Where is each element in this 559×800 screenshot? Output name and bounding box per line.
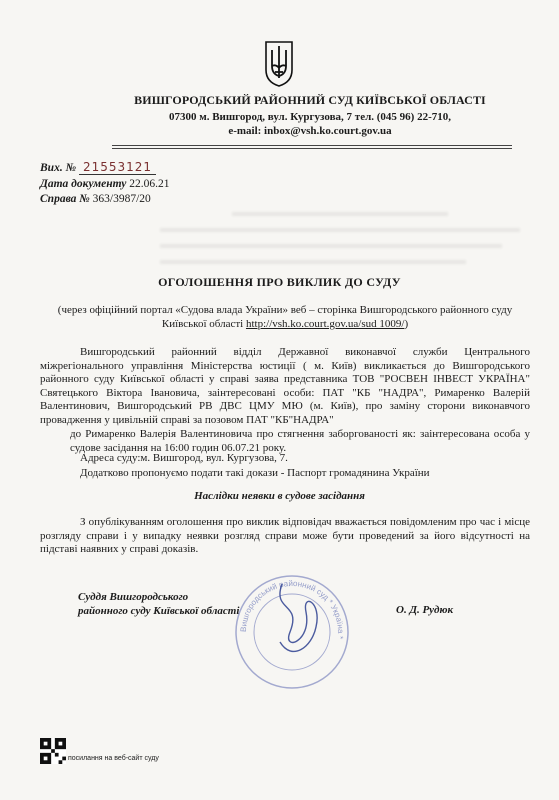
outgoing-number [40, 160, 156, 174]
evidence-line: Додатково пропонуємо подати такі докази - Паспорт громадянина України [80, 467, 430, 479]
section-title: Наслідки неявки в судове засідання [194, 490, 365, 502]
case-number-label: Справа № [40, 193, 90, 205]
court-email: e-mail: inbox@vsh.ko.court.gov.ua [228, 125, 392, 137]
case-number-value: 363/3987/20 [92, 193, 151, 205]
coat-of-arms-icon [264, 40, 294, 88]
case-number [40, 193, 151, 205]
subtitle-line-1: (через офіційний портал «Судова влада України» веб – сторінка Вишгородського районного суду [57, 304, 513, 316]
subtitle-prefix: Київської області [161, 318, 244, 330]
court-stamp [232, 572, 352, 692]
outgoing-number-value: 21553121 [79, 160, 156, 175]
qr-code-icon[interactable] [40, 738, 66, 764]
judge-name: О. Д. Рудюк [396, 604, 454, 616]
court-website-link[interactable]: http://vsh.ko.court.gov.ua/sud 1009/ [245, 318, 405, 330]
document-date [40, 178, 170, 190]
bleed-through-text [160, 200, 520, 320]
stamp-text: Вишгородський районний суд * Україна * [238, 578, 346, 640]
document-title: ОГОЛОШЕННЯ ПРО ВИКЛИК ДО СУДУ [158, 275, 401, 289]
court-address: 07300 м. Вишгород, вул. Кургузова, 7 тел. (045 96) 22-710, [168, 111, 452, 123]
document-date-label: Дата документу [40, 178, 127, 190]
court-name: ВИШГОРОДСЬКИЙ РАЙОННИЙ СУД КИЇВСЬКОЇ ОБЛАСТІ [134, 93, 486, 107]
outgoing-number-label: Вих. № [40, 162, 77, 174]
judge-position-line-2: районного суду Київської області [78, 605, 240, 617]
subtitle [40, 303, 530, 331]
document-date-value: 22.06.21 [129, 178, 170, 190]
summons-paragraph: Вишгородський районний відділ Державної виконавчої служби Центрального міжрегіонального управління Міністерства юстиції ( м. Київ) викликається до Вишгородського районного суду Київської області у справі заява представника ТОВ "РОСВЕН ІНВЕСТ УКРАЇНА" Святецького Віктора Івановича, заінтересовані особи: ПАТ "КБ "НАДРА", Римаренко Валерій Валентинович, Вишгородський РВ ДВС ЦМУ МЮ (м. Київ), про заміну сторони виконавчого провадження у цивільній справі за позовом ПАТ "КБ"НАДРА" [40, 346, 530, 426]
judge-position [78, 590, 239, 618]
qr-caption: посилання на веб-сайт суду [68, 755, 159, 762]
subtitle-line-2 [40, 317, 530, 331]
summons-paragraph-continuation: до Римаренко Валерія Валентиновича про стягнення заборгованості як: заінтересована особа у судове засідання на 16:00 годин 06.07.21 року. [70, 428, 530, 454]
svg-text:Вишгородський районний суд * У [239, 579, 345, 640]
consequences-paragraph: З опублікуванням оголошення про виклик відповідач вважається повідомленим про час і місце розгляду справи і у випадку неявки розгляд справи може бути проведений за його відсутності на підставі наявних у справі доказів. [40, 516, 530, 556]
header-divider [112, 145, 512, 146]
judge-position-line-1: Суддя Вишгородського [78, 591, 189, 603]
court-address-line: Адреса суду:м. Вишгород, вул. Кургузова, 7. [80, 452, 288, 464]
subtitle-suffix: ) [404, 318, 409, 330]
header-divider-second [112, 148, 512, 149]
